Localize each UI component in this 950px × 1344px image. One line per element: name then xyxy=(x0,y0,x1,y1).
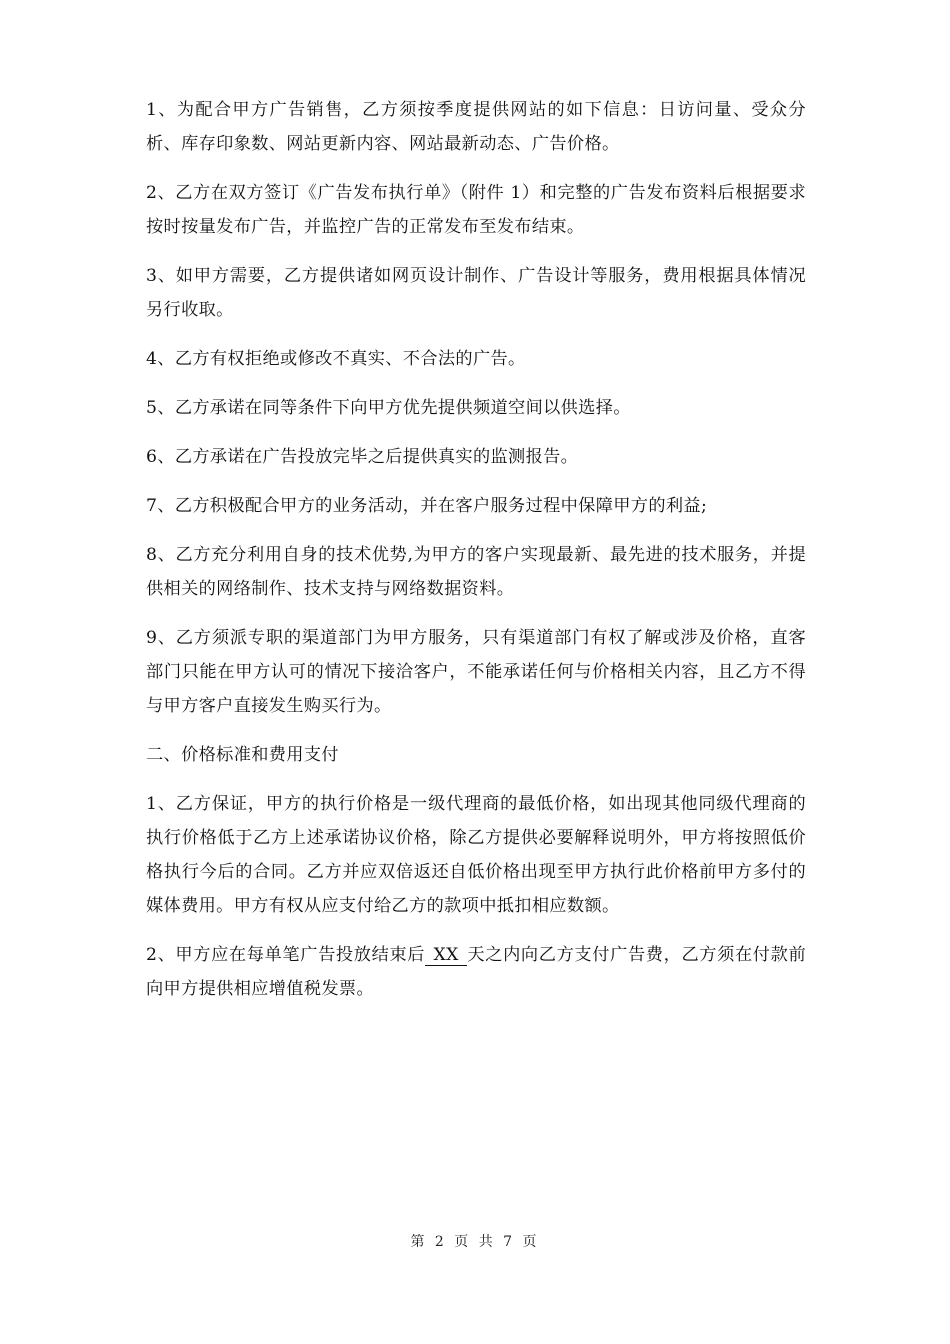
section-heading-price: 二、价格标准和费用支付 xyxy=(146,745,339,765)
price-clause-1: 1、乙方保证，甲方的执行价格是一级代理商的最低价格，如出现其他同级代理商的执行价格低于乙方上述承诺协议价格，除乙方提供必要解释说明外，甲方将按照低价格执行今后的合同。乙方并应双倍返还自低价格出现至甲方执行此价格前甲方多付的媒体费用。甲方有权从应支付给乙方的款项中抵扣相应数额。 xyxy=(146,794,806,916)
clause-b-9: 9、乙方须派专职的渠道部门为甲方服务，只有渠道部门有权了解或涉及价格，直客部门只能在甲方认可的情况下接洽客户，不能承诺任何与价格相关内容，且乙方不得与甲方客户直接发生购买行为。 xyxy=(146,628,806,716)
price-clause-2-before: 2、甲方应在每单笔广告投放结束后 xyxy=(146,945,426,965)
page-number-footer: 第 2 页 共 7 页 xyxy=(410,1234,540,1250)
price-clause-2-after: 天之内向乙方支付广告费，乙方须在付款前向甲方提供相应增值税发票。 xyxy=(146,945,806,999)
clause-b-5: 5、乙方承诺在同等条件下向甲方优先提供频道空间以供选择。 xyxy=(146,398,631,418)
clause-b-3: 3、如甲方需要，乙方提供诸如网页设计制作、广告设计等服务，费用根据具体情况另行收取。 xyxy=(146,266,806,320)
clause-b-2: 2、乙方在双方签订《广告发布执行单》（附件 1）和完整的广告发布资料后根据要求按时按量发布广告，并监控广告的正常发布至发布结束。 xyxy=(146,183,806,237)
price-clause-2 xyxy=(146,938,806,1006)
clause-b-1: 1、为配合甲方广告销售，乙方须按季度提供网站的如下信息：日访问量、受众分析、库存印象数、网站更新内容、网站最新动态、广告价格。 xyxy=(146,100,806,154)
clause-b-4: 4、乙方有权拒绝或修改不真实、不合法的广告。 xyxy=(146,349,526,369)
clause-b-7: 7、乙方积极配合甲方的业务活动，并在客户服务过程中保障甲方的利益; xyxy=(146,496,708,516)
clause-b-8: 8、乙方充分利用自身的技术优势,为甲方的客户实现最新、最先进的技术服务，并提供相关的网络制作、技术支持与网络数据资料。 xyxy=(146,545,806,599)
document-body xyxy=(146,93,806,1021)
days-blank: XX xyxy=(425,945,467,966)
clause-b-6: 6、乙方承诺在广告投放完毕之后提供真实的监测报告。 xyxy=(146,447,579,467)
